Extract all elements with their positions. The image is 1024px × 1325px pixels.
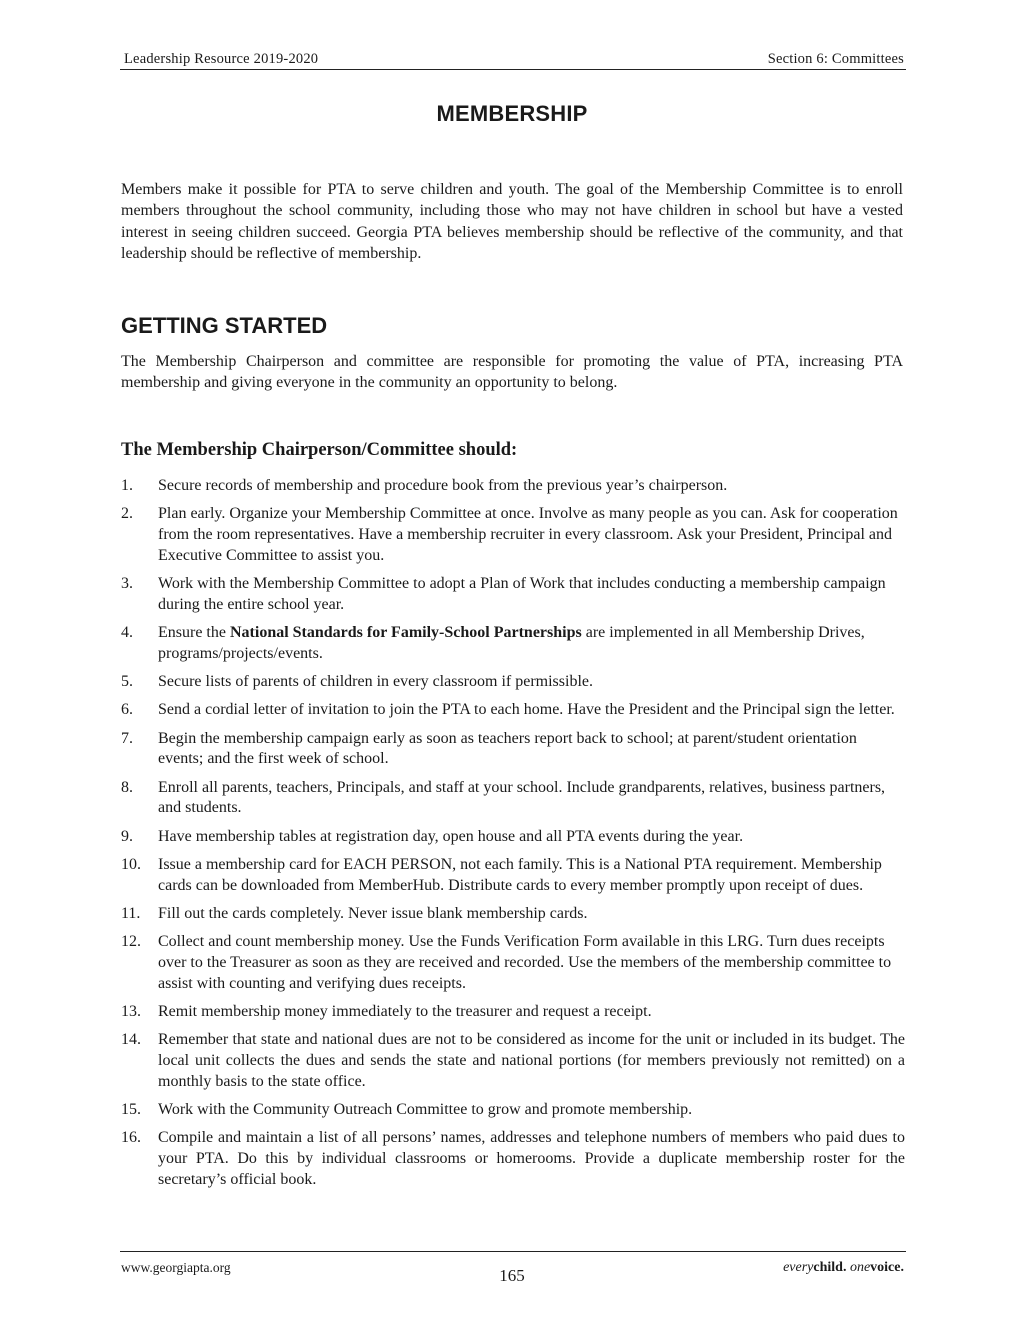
list-item-number: 3. xyxy=(121,575,133,592)
list-item xyxy=(121,729,905,770)
list-item xyxy=(121,1030,905,1092)
list-item-text: Remit membership money immediately to the treasurer and request a receipt. xyxy=(158,1002,652,1020)
list-item-text: Begin the membership campaign early as soon as teachers report back to school; at parent/student orientation events; and the first week of school. xyxy=(158,729,857,768)
list-item xyxy=(121,623,905,664)
list-item xyxy=(121,778,905,819)
intro-paragraph: Members make it possible for PTA to serve children and youth. The goal of the Membership Committee is to enroll members throughout the school community, including those who may not have children in school but have a vested interest in seeing children succeed. Georgia PTA believes membership should be reflective of the community, and that leadership should be reflective of membership. xyxy=(121,181,903,262)
tagline-voice: voice. xyxy=(870,1260,904,1275)
national-standards-bold: National Standards for Family-School Partnerships xyxy=(229,624,582,641)
running-header xyxy=(120,49,906,70)
list-item-number: 5. xyxy=(121,673,133,690)
list-item-text-pre: Ensure the xyxy=(158,624,230,641)
list-item-text: Secure lists of parents of children in every classroom if permissible. xyxy=(158,673,593,690)
list-item-text: Plan early. Organize your Membership Committee at once. Involve as many people as you can. Ask for cooperation from the room representatives. Have a membership recruiter in every classroom. Ask your President, Principal and Executive Committee to assist you. xyxy=(158,505,898,564)
list-item-number: 10. xyxy=(121,855,141,873)
getting-started-paragraph: The Membership Chairperson and committee are responsible for promoting the value of PTA, increasing PTA membership and giving everyone in the community an opportunity to belong. xyxy=(121,353,903,392)
footer-divider xyxy=(120,1251,906,1252)
list-item-text: Remember that state and national dues are not to be considered as income for the unit or included in its budget. The local unit collects the dues and sends the state and national portions (for members previously not remitted) on a monthly basis to the state office. xyxy=(158,1031,905,1090)
list-item-text: Compile and maintain a list of all persons’ names, addresses and telephone numbers of members who paid dues to your PTA. Do this by individual classrooms or homerooms. Provide a duplicate membership roster for the secretary’s official book. xyxy=(158,1129,905,1188)
section-heading-getting-started: GETTING STARTED xyxy=(121,313,328,338)
list-item-text: Work with the Community Outreach Committee to grow and promote membership. xyxy=(158,1100,693,1118)
header-right-text: Section 6: Committees xyxy=(767,51,904,67)
list-item xyxy=(121,574,905,615)
list-item-number: 15. xyxy=(121,1100,141,1118)
list-item-text: Collect and count membership money. Use the Funds Verification Form available in this LRG. Turn dues receipts over to the Treasurer as soon as they are received and recorded. Use the members of the membership committee to assist with counting and verifying dues receipts. xyxy=(158,933,892,992)
list-item-number: 12. xyxy=(121,933,141,951)
list-item-number: 11. xyxy=(121,904,141,922)
tagline-every: every xyxy=(783,1260,814,1275)
list-item-text-post: are implemented in all Membership Drives, programs/projects/events. xyxy=(158,624,865,662)
header-left-text: Leadership Resource 2019-2020 xyxy=(124,51,319,67)
list-item xyxy=(121,1100,905,1121)
list-item-text xyxy=(158,623,905,664)
page-number: 165 xyxy=(499,1266,525,1285)
list-item xyxy=(121,932,905,994)
list-item-number: 8. xyxy=(121,778,133,796)
list-item-number: 9. xyxy=(121,827,133,845)
subheading-chairperson: The Membership Chairperson/Committee should: xyxy=(121,440,518,460)
list-item-text: Have membership tables at registration day, open house and all PTA events during the year. xyxy=(158,827,744,845)
duties-list xyxy=(121,476,905,1198)
list-item-text: Send a cordial letter of invitation to join the PTA to each home. Have the President and the Principal sign the letter. xyxy=(158,701,895,719)
list-item-number: 7. xyxy=(121,729,133,747)
list-item xyxy=(121,827,905,848)
list-item xyxy=(121,1128,905,1190)
footer-website: www.georgiapta.org xyxy=(121,1260,231,1275)
list-item xyxy=(121,504,905,566)
list-item xyxy=(121,476,905,497)
list-item-number: 13. xyxy=(121,1002,141,1020)
list-item xyxy=(121,904,905,925)
list-item-text: Enroll all parents, teachers, Principals, and staff at your school. Include grandparents, relatives, business partners, and students. xyxy=(158,778,886,817)
list-item-number: 4. xyxy=(121,624,133,641)
list-item-text: Work with the Membership Committee to adopt a Plan of Work that includes conducting a membership campaign during the entire school year. xyxy=(158,575,886,613)
list-item-number: 1. xyxy=(121,477,133,494)
page-title: MEMBERSHIP xyxy=(436,101,588,126)
tagline-child: child. xyxy=(813,1260,847,1275)
list-item-text: Fill out the cards completely. Never issue blank membership cards. xyxy=(158,904,588,922)
tagline-one: one xyxy=(849,1260,871,1275)
list-item xyxy=(121,1002,905,1023)
list-item-number: 14. xyxy=(121,1031,141,1049)
list-item xyxy=(121,672,905,693)
list-item-text: Secure records of membership and procedure book from the previous year’s chairperson. xyxy=(158,477,728,494)
list-item-text: Issue a membership card for EACH PERSON, not each family. This is a National PTA requirement. Membership cards can be downloaded from MemberHub. Distribute cards to every member promptly upon receipt of dues. xyxy=(158,855,882,894)
list-item xyxy=(121,700,905,721)
list-item xyxy=(121,855,905,896)
list-item-number: 2. xyxy=(121,505,133,523)
list-item-number: 6. xyxy=(121,701,133,719)
list-item-number: 16. xyxy=(121,1129,141,1147)
footer-tagline xyxy=(783,1260,904,1276)
